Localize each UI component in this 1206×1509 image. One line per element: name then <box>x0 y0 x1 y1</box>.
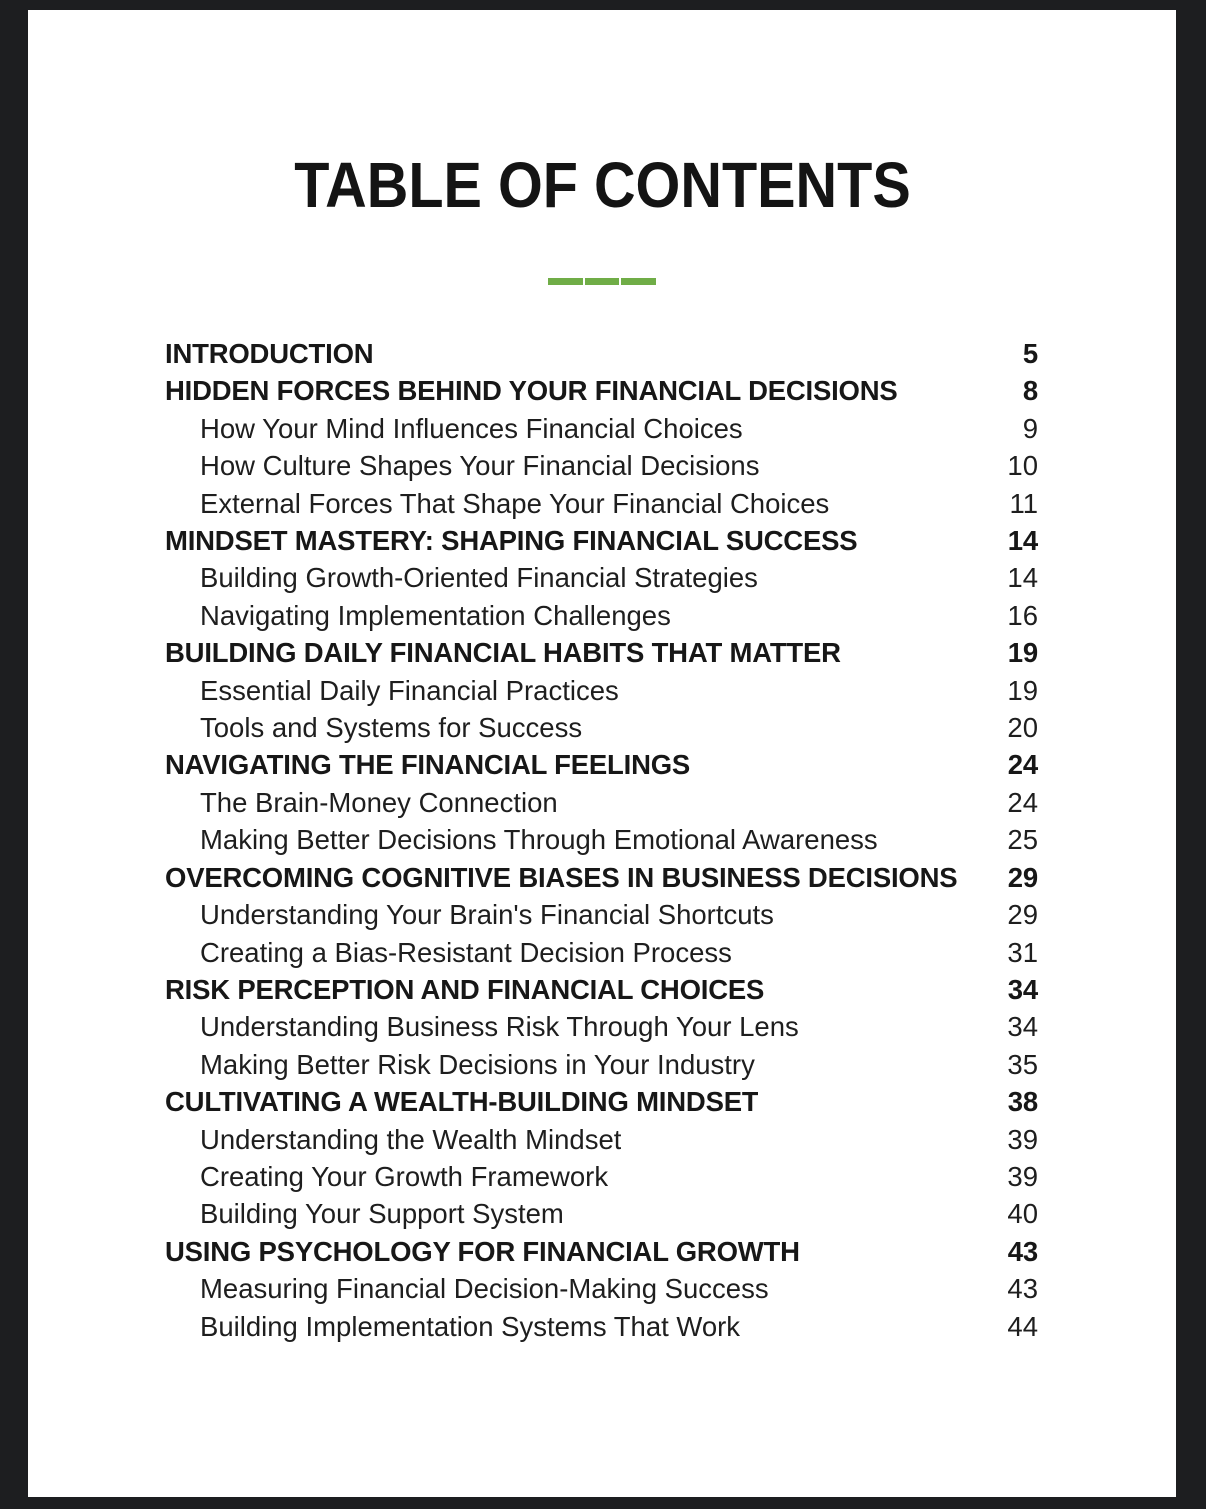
toc-entry-page: 44 <box>1007 1310 1038 1342</box>
toc-entry[interactable] <box>165 672 1038 709</box>
toc-entry[interactable] <box>165 410 1038 447</box>
toc-entry-label: Creating a Bias-Resistant Decision Process <box>200 936 732 968</box>
toc-entry[interactable] <box>165 784 1038 821</box>
toc-entry-page: 20 <box>1007 712 1038 744</box>
toc-entry[interactable] <box>165 1083 1038 1120</box>
toc-entry-label: Making Better Risk Decisions in Your Industry <box>200 1048 755 1080</box>
toc-entry-label: Navigating Implementation Challenges <box>200 599 671 631</box>
toc-entry[interactable] <box>165 971 1038 1008</box>
toc-entry-page: 11 <box>1009 487 1038 519</box>
toc-entry[interactable] <box>165 709 1038 746</box>
toc-entry-page: 24 <box>1007 786 1038 818</box>
toc-entry[interactable] <box>165 559 1038 596</box>
toc-entry[interactable] <box>165 1270 1038 1307</box>
toc-entry[interactable] <box>165 1121 1038 1158</box>
toc-entry-label: Building Implementation Systems That Work <box>200 1310 741 1342</box>
toc-entry-page: 5 <box>1022 338 1038 369</box>
toc-entry[interactable] <box>165 859 1038 896</box>
toc-entry-label: Essential Daily Financial Practices <box>200 674 619 706</box>
toc-entry-page: 40 <box>1007 1198 1038 1230</box>
divider-segment <box>621 278 656 285</box>
toc-entry-label: HIDDEN FORCES BEHIND YOUR FINANCIAL DECISIONS <box>165 375 898 407</box>
toc-entry[interactable] <box>165 335 1038 372</box>
toc-entry-page: 10 <box>1007 450 1038 482</box>
toc-entry[interactable] <box>165 634 1038 671</box>
page-title-text: TABLE OF CONTENTS <box>293 149 911 221</box>
toc-entry-label: Understanding Your Brain's Financial Shortcuts <box>200 899 774 931</box>
toc-entry-page: 34 <box>1007 973 1038 1005</box>
toc-entry-page: 29 <box>1007 899 1038 931</box>
toc-entry-label: Tools and Systems for Success <box>200 712 583 744</box>
toc-entry-label: The Brain-Money Connection <box>200 786 558 818</box>
toc-entry[interactable] <box>165 934 1038 971</box>
page-title <box>28 149 1176 221</box>
toc-entry-page: 14 <box>1007 525 1038 557</box>
toc-entry-page: 35 <box>1007 1048 1038 1080</box>
toc-entry-label: Creating Your Growth Framework <box>200 1160 609 1192</box>
toc-entry[interactable] <box>165 1308 1038 1345</box>
toc-entry-label: RISK PERCEPTION AND FINANCIAL CHOICES <box>165 973 765 1005</box>
toc-entry-page: 39 <box>1007 1160 1038 1192</box>
toc-entry-page: 38 <box>1007 1086 1038 1118</box>
toc-entry[interactable] <box>165 1233 1038 1270</box>
toc-entry-label: External Forces That Shape Your Financial Choices <box>200 487 830 519</box>
toc-entry-page: 43 <box>1007 1273 1038 1305</box>
divider-segment <box>585 278 620 285</box>
toc-entry[interactable] <box>165 1158 1038 1195</box>
toc-entry[interactable] <box>165 597 1038 634</box>
toc-entry-page: 16 <box>1007 599 1038 631</box>
toc-entry-page: 34 <box>1007 1011 1038 1043</box>
toc-entry[interactable] <box>165 1195 1038 1232</box>
toc-entry-page: 19 <box>1007 674 1038 706</box>
toc-entry[interactable] <box>165 896 1038 933</box>
toc-entry-label: Building Your Support System <box>200 1198 564 1230</box>
toc-entry-page: 39 <box>1007 1123 1038 1155</box>
toc-entry-label: CULTIVATING A WEALTH-BUILDING MINDSET <box>165 1086 759 1118</box>
toc-entry-label: Understanding Business Risk Through Your Lens <box>200 1011 799 1043</box>
toc-entry-page: 9 <box>1022 412 1038 444</box>
document-page <box>28 10 1176 1497</box>
toc-entry-label: Measuring Financial Decision-Making Success <box>200 1273 769 1305</box>
toc-entry-page: 19 <box>1007 637 1038 669</box>
toc-entry-label: Making Better Decisions Through Emotional Awareness <box>200 824 878 856</box>
toc-entry[interactable] <box>165 447 1038 484</box>
toc-entry-label: OVERCOMING COGNITIVE BIASES IN BUSINESS DECISIONS <box>165 861 958 893</box>
toc-entry-page: 29 <box>1007 861 1038 893</box>
toc-entry-label: NAVIGATING THE FINANCIAL FEELINGS <box>165 749 691 781</box>
toc-entry[interactable] <box>165 485 1038 522</box>
toc-entry-label: INTRODUCTION <box>165 338 374 369</box>
toc-entry-label: USING PSYCHOLOGY FOR FINANCIAL GROWTH <box>165 1235 800 1267</box>
toc-entry-label: How Culture Shapes Your Financial Decisions <box>200 450 760 482</box>
toc-entry-page: 31 <box>1007 936 1038 968</box>
toc-list <box>165 335 1038 1345</box>
divider-segment <box>548 278 583 285</box>
toc-entry-page: 43 <box>1007 1235 1038 1267</box>
divider-dashes-icon <box>548 278 656 285</box>
toc-entry[interactable] <box>165 372 1038 409</box>
toc-entry-label: Understanding the Wealth Mindset <box>200 1123 622 1155</box>
toc-entry-page: 14 <box>1007 562 1038 594</box>
toc-entry[interactable] <box>165 746 1038 783</box>
toc-entry[interactable] <box>165 522 1038 559</box>
toc-entry-page: 25 <box>1007 824 1038 856</box>
toc-entry-label: How Your Mind Influences Financial Choices <box>200 412 743 444</box>
toc-entry-label: BUILDING DAILY FINANCIAL HABITS THAT MATTER <box>165 637 841 669</box>
toc-entry[interactable] <box>165 821 1038 858</box>
toc-entry-label: MINDSET MASTERY: SHAPING FINANCIAL SUCCESS <box>165 525 858 557</box>
toc-entry-page: 24 <box>1007 749 1038 781</box>
toc-entry-page: 8 <box>1022 375 1038 407</box>
toc-entry-label: Building Growth-Oriented Financial Strategies <box>200 562 758 594</box>
toc-entry[interactable] <box>165 1046 1038 1083</box>
toc-entry[interactable] <box>165 1008 1038 1045</box>
